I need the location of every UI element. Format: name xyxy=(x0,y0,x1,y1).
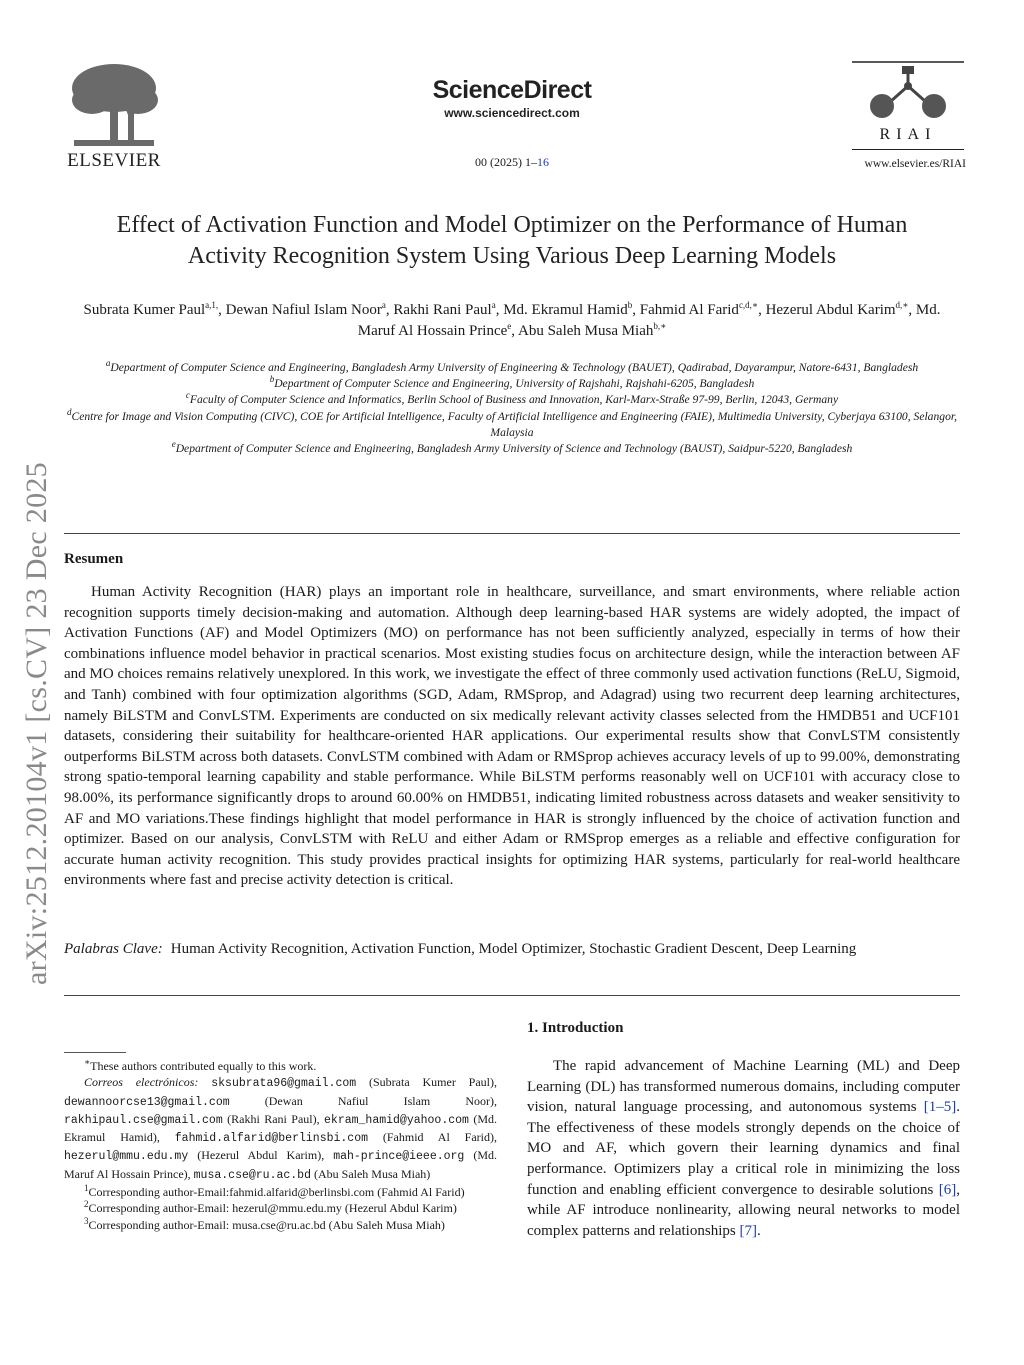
email-address[interactable]: dewannoorcse13@gmail.com xyxy=(64,1095,230,1109)
keywords-text: Human Activity Recognition, Activation Function, Model Optimizer, Stochastic Gradient Descent, Deep Learning xyxy=(170,941,857,957)
journal-last-page-link[interactable]: 16 xyxy=(537,155,549,169)
author-name: Abu Saleh Musa Miah xyxy=(517,323,654,339)
email-address[interactable]: musa.cse@ru.ac.bd xyxy=(193,1168,311,1182)
citation-link[interactable]: [7] xyxy=(739,1222,757,1239)
corresponding-notes xyxy=(64,1184,497,1233)
equal-mark: ∗ xyxy=(84,1057,91,1067)
abstract-text: Human Activity Recognition (HAR) plays an important role in healthcare, surveillance, and smart environments, where reliable action recognition supports timely decision-making and automation. Although deep learning-based HAR systems are widely adopted, the impact of Activation Functions (AF) and Model Optimizers (MO) on performance has not been sufficiently analyzed, especially in terms of how their combinations influence model behavior in practical scenarios. Most existing studies focus on architecture design, while the interaction between AF and MO choices remains relatively unexplored. In this work, we investigate the effect of three commonly used activation functions (ReLU, Sigmoid, and Tanh) combined with four optimization algorithms (SGD, Adam, RMSprop, and Adagrad) using two recurrent deep learning architectures, namely BiLSTM and ConvLSTM. Experiments are conducted on six medically relevant activity classes selected from the HMDB51 and UCF101 datasets, considering their suitability for healthcare-oriented HAR applications. Our experimental results show that ConvLSTM consistently outperforms BiLSTM across both datasets. ConvLSTM combined with Adam or RMSprop achieves accuracy levels of up to 99.00%, demonstrating strong spatio-temporal learning capability and stable performance. While BiLSTM performs reasonably well on UCF101 with accuracy close to 98.00%, its performance significantly drops to around 60.00% on HMDB51, indicating limited robustness across datasets and weaker sensitivity to AF and MO variations.These findings highlight that model performance in HAR is strongly influenced by the choice of activation function and optimizer. Based on our analysis, ConvLSTM with ReLU and either Adam or RMSprop emerges as a reliable and effective configuration for accurate human activity recognition. This study provides practical insights for optimizing HAR systems, particularly for real-world healthcare environments where fast and precise activity detection is critical. xyxy=(64,584,960,889)
author-affiliation-mark: a xyxy=(491,300,496,310)
riai-underline xyxy=(852,149,964,150)
affiliation-text: Department of Computer Science and Engineering, Bangladesh Army University of Engineering & Technology (BAUET), Qadirabad, Dayarampur, Natore-6431, Bangladesh xyxy=(110,361,919,374)
email-address[interactable]: sksubrata96@gmail.com xyxy=(211,1077,357,1091)
author-affiliation-mark: a,1, xyxy=(205,300,219,310)
abstract-top-rule xyxy=(64,533,960,534)
author-affiliation-mark: b,∗ xyxy=(653,321,667,331)
publisher-logo-label: ELSEVIER xyxy=(67,150,161,171)
author-list: Subrata Kumer Paul$^{a,1,}$, Dewan Nafiul Islam Noor$^a$, Rakhi Rani Paul$^a$, Md. Ekramul Hamid$^b$, Fahmid Al Farid$^{c,d,∗}$, Hezerul Abdul Karim$^{d,∗}$, Md. Maruf Al Hossain Prince$^e$, Abu Saleh Musa Miah$^{b,∗}$ xyxy=(83,300,941,339)
corresponding-text: Corresponding author-Email:fahmid.alfarid@berlinsbi.com (Fahmid Al Farid) xyxy=(88,1185,465,1200)
journal-ref-prefix: 00 (2025) 1– xyxy=(475,155,537,169)
affiliation-key: b xyxy=(269,374,275,385)
author-affiliation-mark: c,d,∗ xyxy=(738,300,759,310)
sciencedirect-url[interactable]: www.sciencedirect.com xyxy=(444,106,580,120)
email-owner: (Dewan Nafiul Islam Noor), xyxy=(264,1093,497,1108)
footnotes xyxy=(64,1058,497,1233)
corresponding-text: Corresponding author-Email: musa.cse@ru.ac.bd (Abu Saleh Musa Miah) xyxy=(88,1217,445,1232)
author-name: Dewan Nafiul Islam Noor xyxy=(225,302,382,318)
affiliation-key: e xyxy=(171,439,176,450)
corresponding-note xyxy=(64,1217,497,1233)
author-name: Md. Maruf Al Hossain Prince xyxy=(357,302,941,339)
corresponding-note xyxy=(64,1184,497,1200)
equal-contribution-note xyxy=(64,1058,497,1074)
author-affiliation-mark: d,∗ xyxy=(895,300,909,310)
keywords-label: Palabras Clave: xyxy=(64,941,163,957)
email-address[interactable]: ekram_hamid@yahoo.com xyxy=(324,1113,469,1127)
journal-url[interactable]: www.elsevier.es/RIAI xyxy=(864,158,966,170)
corresponding-text: Corresponding author-Email: hezerul@mmu.edu.my (Hezerul Abdul Karim) xyxy=(88,1201,457,1216)
email-owner: (Abu Saleh Musa Miah) xyxy=(313,1166,431,1181)
affiliation-text: Department of Computer Science and Engineering, Bangladesh Army University of Science and Technology (BAUST), Saidpur-5220, Bangladesh xyxy=(175,442,853,456)
sciencedirect-brand[interactable]: ScienceDirect xyxy=(432,76,592,104)
arxiv-stamp: arXiv:2512.20104v1 [cs.CV] 23 Dec 2025 xyxy=(20,462,53,985)
journal-logo-label: RIAI xyxy=(879,126,937,143)
abstract-heading: Resumen xyxy=(64,551,124,567)
author-name: Md. Ekramul Hamid xyxy=(503,302,628,318)
affiliation-key: d xyxy=(67,406,72,417)
footnote-number: 3 xyxy=(84,1215,89,1226)
affiliation-text: Centre for Image and Vision Computing (CIVC), COE for Artificial Intelligence, Faculty of Artificial Intelligence and Engineering (FAIE), Multimedia University, Cyberjaya 63100, Selangor, Malaysia xyxy=(71,409,957,439)
citation-link[interactable]: [1–5] xyxy=(923,1099,957,1116)
citation-link[interactable]: [6] xyxy=(938,1181,957,1198)
author-affiliation-mark: b xyxy=(627,300,633,310)
footnote-number: 1 xyxy=(84,1183,89,1194)
affiliation xyxy=(64,376,960,392)
email-owner: (Subrata Kumer Paul), xyxy=(369,1075,498,1090)
emails-note xyxy=(64,1074,497,1184)
introduction-paragraph xyxy=(527,1056,960,1241)
author-name: Fahmid Al Farid xyxy=(639,302,739,318)
email-owner: (Fahmid Al Farid), xyxy=(382,1130,497,1145)
affiliation xyxy=(64,360,960,376)
affiliation-list xyxy=(64,360,960,457)
journal-reference xyxy=(360,155,664,170)
intro-text-4: . xyxy=(756,1222,761,1239)
author-name: Subrata Kumer Paul xyxy=(83,302,206,318)
introduction-heading: 1. Introduction xyxy=(527,1020,624,1036)
affiliation-key: c xyxy=(185,390,190,401)
affiliation xyxy=(64,392,960,408)
email-owner: (Hezerul Abdul Karim), xyxy=(197,1148,325,1163)
author-affiliation-mark: a xyxy=(381,300,386,310)
affiliation-text: Faculty of Computer Science and Informatics, Berlin School of Business and Innovation, Karl-Marx-Straße 97-99, Berlin, 12043, Germany xyxy=(189,393,839,407)
equal-note-text: These authors contributed equally to this work. xyxy=(90,1059,317,1073)
email-address[interactable]: mah-prince@ieee.org xyxy=(333,1150,465,1164)
emails-label: Correos electrónicos: xyxy=(84,1075,199,1090)
affiliation xyxy=(64,406,960,441)
email-address[interactable]: fahmid.alfarid@berlinsbi.com xyxy=(174,1132,368,1146)
email-owner: (Rakhi Rani Paul), xyxy=(227,1111,320,1126)
corresponding-note xyxy=(64,1200,497,1216)
paper-title: Effect of Activation Function and Model Optimizer on the Performance of Human Activity Recognition System Using Various Deep Learning Models xyxy=(116,212,908,269)
email-owner: (Md. Ekramul Hamid), xyxy=(64,1111,498,1145)
author-affiliation-mark: e xyxy=(507,321,512,331)
intro-text-1: The rapid advancement of Machine Learning (ML) and Deep Learning (DL) has transformed numerous domains, including computer vision, natural language processing, and autonomous systems xyxy=(527,1058,960,1116)
intro-text-2: . The effectiveness of these models strongly depends on the choice of MO and AF, which govern their learning dynamics and final performance. Optimizers play a critical role in minimizing the loss function and enabling efficient convergence to desirable solutions xyxy=(527,1099,960,1198)
author-name: Rakhi Rani Paul xyxy=(393,302,492,318)
footnote-rule xyxy=(64,1052,126,1053)
affiliation xyxy=(64,441,960,457)
email-address[interactable]: hezerul@mmu.edu.my xyxy=(64,1150,189,1164)
abstract-bottom-rule xyxy=(64,995,960,996)
keywords xyxy=(64,939,960,960)
intro-text-3: , while AF introduce nonlinearity, allowing neural networks to model complex patterns and relationships xyxy=(527,1181,960,1239)
email-address[interactable]: rakhipaul.cse@gmail.com xyxy=(64,1113,223,1127)
email-owner: (Md. Maruf Al Hossain Prince), xyxy=(64,1148,497,1181)
footnote-number: 2 xyxy=(84,1199,89,1210)
affiliation-key: a xyxy=(105,358,111,369)
author-name: Hezerul Abdul Karim xyxy=(765,302,896,318)
affiliation-text: Department of Computer Science and Engineering, University of Rajshahi, Rajshahi-6205, Bangladesh xyxy=(274,377,755,391)
